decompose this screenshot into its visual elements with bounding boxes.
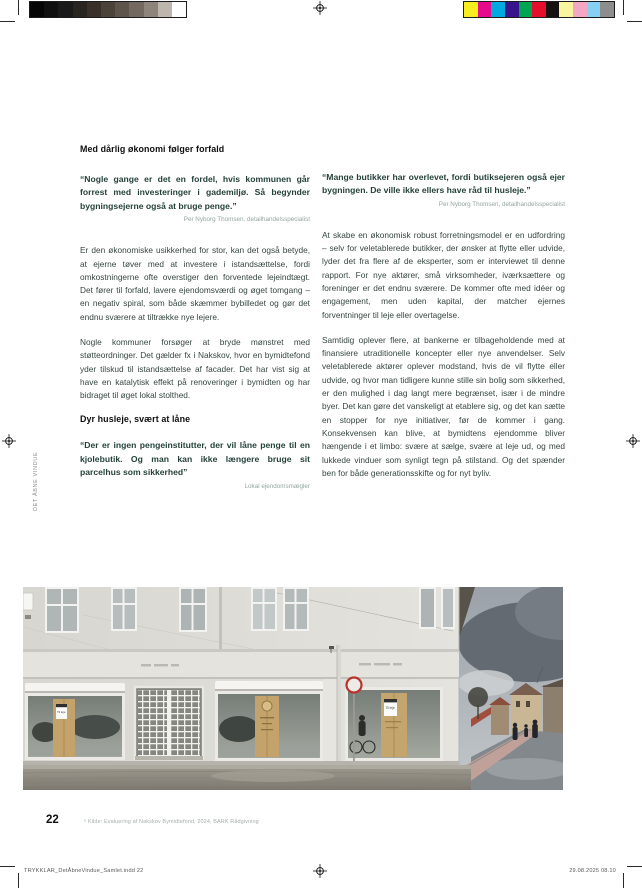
calibration-swatch xyxy=(546,2,560,17)
calibration-swatch xyxy=(58,2,72,17)
crop-mark xyxy=(18,873,19,888)
registration-mark-icon xyxy=(2,434,16,448)
registration-mark-icon xyxy=(313,1,327,15)
cyclist-reflection xyxy=(359,715,366,736)
crop-mark xyxy=(627,21,642,22)
body-paragraph: At skabe en økonomisk robust forretningsmodel er en udfordring – selv for veletablerede butikker, der ønsker at flytte eller udvide, lyder det fra flere af de eksperter, som er interviewet til denne rapport. For nye aktører, små virksomheder, iværksættere og foreninger er det endnu sværere. De kommer ofte med idéer og engagement, men uden kapital, der matcher ejernes forventninger til leje eller overtagelse. xyxy=(322,229,565,320)
registration-mark-icon xyxy=(313,864,327,878)
calibration-swatch xyxy=(87,2,101,17)
color-calibration-bar xyxy=(463,1,615,18)
calibration-swatch xyxy=(129,2,143,17)
calibration-swatch xyxy=(573,2,587,17)
pull-quote: “Der er ingen pengeinstitutter, der vil låne penge til en kjolebutik. Og man kan ikke længere bruge sit parcelhus som sikkerhed” xyxy=(80,440,310,478)
crop-mark xyxy=(623,0,624,15)
calibration-swatch xyxy=(101,2,115,17)
page-number: 22 xyxy=(46,814,59,826)
slug-datetime: 29.08.2025 08.10 xyxy=(569,868,616,874)
section-heading: Med dårlig økonomi følger forfald xyxy=(80,144,225,154)
slug-filename: TRYKKLAR_DetÅbneVindue_Samlet.indd 22 xyxy=(24,868,144,874)
body-paragraph: Samtidig oplever flere, at bankerne er tilbageholdende med at finansiere utraditionelle koncepter eller nye anvendelser. Selv veletablerede aktører oplever modstand, hvis de vil flytte eller udvide, og hvor man tidligere kunne stille sin bolig som sikkerhed, er den mulighed i dag langt mere begrænset, især i de mindre byer. Det kan gøre det vanskeligt at etablere sig, og det kan sætte en stopper for nye initiativer, før de kommer i gang. Konsekvensen kan blive, at bymidtens ejendomme bliver hængende i et limbo: svære at sælge, svære at leje ud, og med lukkede vinduer som synligt tegn på stilstand. Og det spænder ben for både generationsskifte og for nyt byliv. xyxy=(322,334,565,478)
display-window-2 xyxy=(215,691,323,761)
calibration-swatch xyxy=(44,2,58,17)
svg-text:Til leje: Til leje xyxy=(385,706,395,710)
calibration-swatch xyxy=(532,2,546,17)
spine-label: DET ÅBNE VINDUE xyxy=(33,451,39,511)
grayscale-calibration-bar xyxy=(29,1,187,18)
quote-attribution: Lokal ejendomsmægler xyxy=(244,482,310,490)
body-paragraph: Nogle kommuner forsøger at bryde mønstret med støtteordninger. Det gælder fx i Nakskov, hvor en bymidtefond yder tilskud til istandsættelse af facader. Det har vist sig at have en katalytisk effekt på renoveringer i bymidten og har bidraget til øget lokal stolthed. xyxy=(80,337,310,401)
calibration-swatch xyxy=(478,2,492,17)
calibration-swatch xyxy=(587,2,601,17)
calibration-swatch xyxy=(600,2,614,17)
svg-text:Til leje: Til leje xyxy=(57,710,66,714)
pull-quote: “Nogle gange er det en fordel, hvis kommunen går forrest med investeringer i gademiljø. Så begynder bygningsejerne også at bruge penge.” xyxy=(80,174,310,211)
crop-mark xyxy=(623,873,624,888)
display-window-3 xyxy=(345,687,443,761)
display-window-1 xyxy=(25,693,125,760)
calibration-swatch xyxy=(144,2,158,17)
entrance-door xyxy=(135,687,203,760)
crop-mark xyxy=(0,21,15,22)
calibration-swatch xyxy=(172,2,186,17)
calibration-swatch xyxy=(158,2,172,17)
footnote: ⁶ Kilde: Evaluering af Nakskov Bymidtefond, 2024, BARK Rådgivning xyxy=(84,819,259,825)
registration-mark-icon xyxy=(626,434,640,448)
calibration-swatch xyxy=(73,2,87,17)
pull-quote: “Mange butikker har overlevet, fordi butiksejeren også ejer bygningen. De ville ikke ellers have råd til husleje.” xyxy=(322,172,565,196)
body-paragraph: Er den økonomiske usikkerhed for stor, kan det også betyde, at ejerne tøver med at investere i istandsættelse, fordi omkostningerne ofte overstiger den forventede lejeindtægt. Det fører til forfald, lavere ejendomsværdi og øget tomgang – en negativ spiral, som både skæmmer bybilledet og gør det endnu sværere at tiltrække nye lejere. xyxy=(80,245,310,322)
calibration-swatch xyxy=(464,2,478,17)
right-column xyxy=(322,144,565,490)
calibration-swatch xyxy=(559,2,573,17)
calibration-swatch xyxy=(519,2,533,17)
crop-mark xyxy=(627,866,642,867)
quote-attribution: Per Nyborg Thomsen, detailhandelsspecialist xyxy=(438,200,565,208)
sub-heading: Dyr husleje, svært at låne xyxy=(80,414,191,425)
calibration-swatch xyxy=(115,2,129,17)
left-column xyxy=(80,144,310,490)
storefront-photo xyxy=(23,587,563,790)
calibration-swatch xyxy=(30,2,44,17)
article-columns xyxy=(80,144,565,490)
crop-mark xyxy=(18,0,19,15)
quote-attribution: Per Nyborg Thomsen, detailhandelsspecialist xyxy=(183,216,310,224)
crop-mark xyxy=(0,866,15,867)
calibration-swatch xyxy=(505,2,519,17)
calibration-swatch xyxy=(491,2,505,17)
